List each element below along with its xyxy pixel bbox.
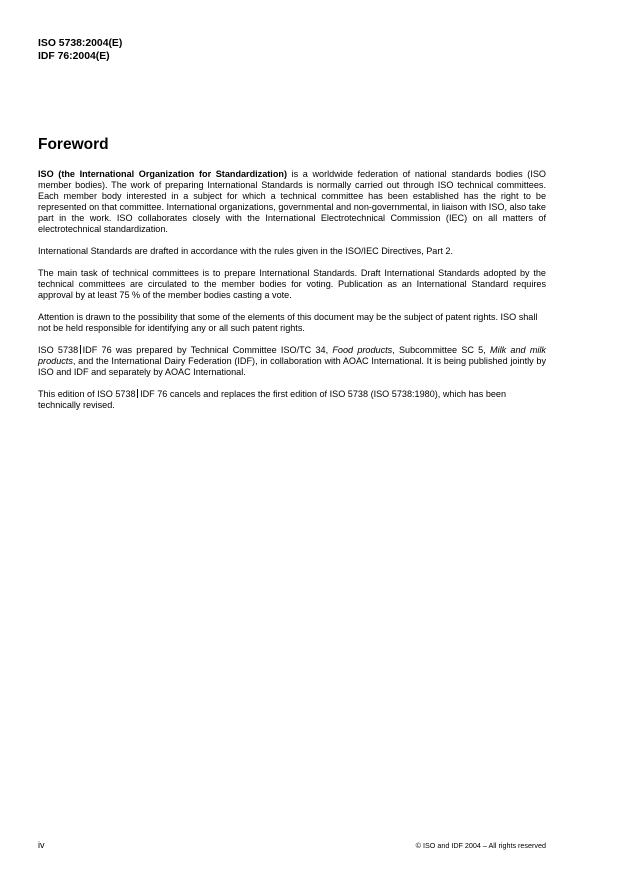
paragraph-text: This edition of ISO 5738 [38,389,136,399]
paragraph-iso-description [38,169,546,235]
paragraph-text: is a worldwide federation of national standards bodies (ISO member bodies). The work of preparing International Standards is normally carried out through ISO technical committees. Each member body interested in a subject for which a technical committee has been established has the right to be represented on that committee. International organizations, governmental and non-governmental, in liaison with ISO, also take part in the work. ISO collaborates closely with the International Electrotechnical Commission (IEC) on all matters of electrotechnical standardization. [38,169,546,234]
paragraph-text: , Subcommittee SC 5, [392,345,491,355]
idf-document-number: IDF 76:2004(E) [38,50,110,62]
iso-name-bold: ISO (the International Organization for Standardization) [38,169,287,179]
paragraph-committee-task: The main task of technical committees is to prepare International Standards. Draft International Standards adopted by the technical committees are circulated to the member bodies for voting. Publication as an International Standard requires approval by at least 75 % of the member bodies casting a vote. [38,268,546,300]
subcommittee-name-milk: Milk and milk products [38,345,546,366]
iso-document-number: ISO 5738:2004(E) [38,38,123,49]
separator-bar [137,389,138,398]
paragraph-edition [38,389,546,411]
separator-bar [80,345,81,354]
foreword-body [38,169,546,422]
paragraph-text: IDF 76 cancels and replaces the first edition of ISO 5738 (ISO 5738:1980), which has been technically revised. [38,389,507,410]
paragraph-preparation [38,345,546,378]
paragraph-text: IDF 76 was prepared by Technical Committee ISO/TC 34, [82,345,333,355]
committee-name-food-products: Food products [332,345,393,355]
copyright-notice: © ISO and IDF 2004 – All rights reserved [415,841,546,850]
paragraph-patent-rights: Attention is drawn to the possibility that some of the elements of this document may be the subject of patent rights. ISO shall not be held responsible for identifying any or all such patent rights. [38,312,538,333]
standard-ref-iso: ISO 5738 [38,345,79,355]
page-number: iv [38,840,45,850]
page-title: Foreword [38,136,109,153]
paragraph-drafting-rules: International Standards are drafted in accordance with the rules given in the ISO/IEC Directives, Part 2. [38,246,453,256]
paragraph-text: , and the International Dairy Federation (IDF), in collaboration with AOAC International. It is being published jointly by ISO and IDF and separately by AOAC International. [38,356,546,377]
document-identifier [38,38,122,63]
